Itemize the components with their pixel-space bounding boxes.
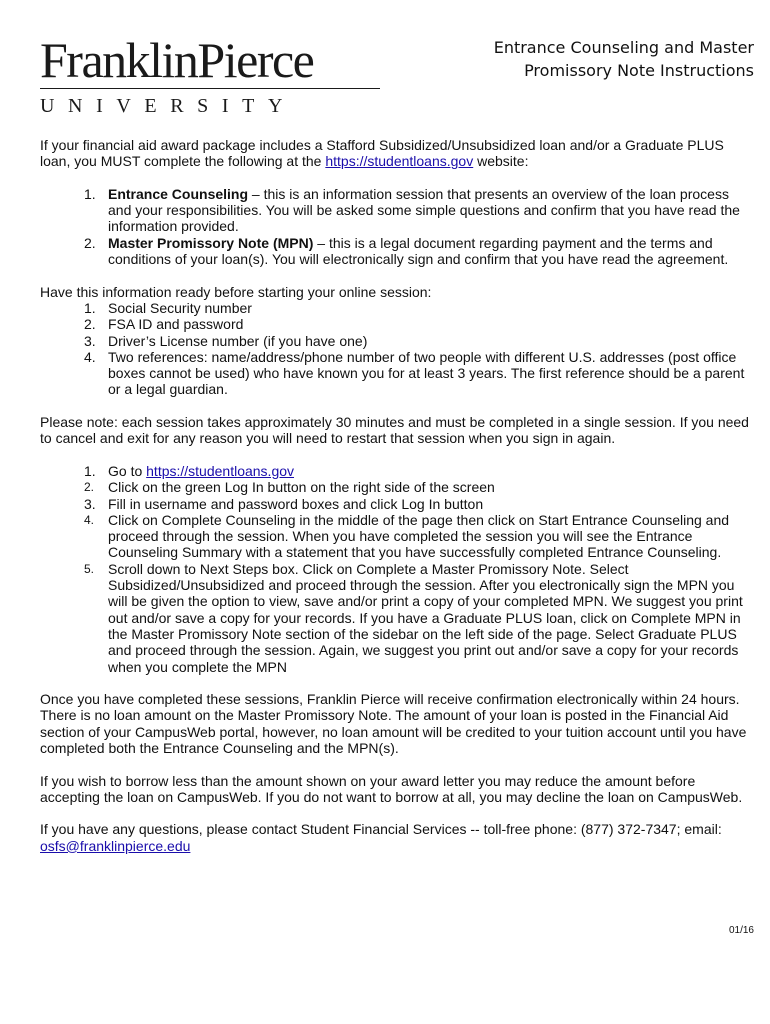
studentloans-link[interactable]: https://studentloans.gov [146, 462, 295, 479]
university-logo [40, 34, 382, 118]
list-item: 3. Driver’s License number (if you have one) [84, 332, 368, 349]
studentloans-link[interactable]: https://studentloans.gov [325, 153, 474, 170]
contact-paragraph [40, 821, 756, 854]
item-text: – this is a legal document regarding payment and the terms and conditions of your loan(s). You will electronically sign and confirm that you have read the agreement. [108, 234, 729, 268]
list-item: 3. Fill in username and password boxes and click Log In button [84, 495, 484, 512]
email-link[interactable]: osfs@franklinpierce.edu [40, 837, 191, 854]
session-note: Please note: each session takes approximately 30 minutes and must be completed in a single session. If you need to cancel and exit for any reason you will need to restart that session when you sign in again. [40, 414, 749, 447]
list-item: 1. Entrance Counseling – this is an information session that presents an overview of the loan process and your responsibilities. You will be asked some simple questions and confirm that you have read the information provided. [84, 185, 740, 235]
item-title: Master Promissory Note (MPN) [108, 234, 314, 251]
confirmation-paragraph: Once you have completed these sessions, Franklin Pierce will receive confirmation electronically within 24 hours. There is no loan amount on the Master Promissory Note. The amount of your loan is posted in the Financial Aid section of your CampusWeb portal, however, no loan amount will be credited to your tuition account until you have completed both the Entrance Counseling and the MPN(s). [40, 691, 747, 756]
list-item: 4. Two references: name/address/phone number of two people with different U.S. addresses (post office boxes cannot be used) who have known you for at least 3 years. The first reference should be a parent or a legal guardian. [84, 348, 745, 398]
list-item: 5. Scroll down to Next Steps box. Click on Complete a Master Promissory Note. Select Subsidized/Unsubsidized and proceed through the session. After you electronically sign the MPN you will be given the option to view, save and/or print a copy of your completed MPN. We suggest you print out and/or save a copy for your records. If you have a Graduate PLUS loan, click on Complete MPN in the Master Promissory Note section of the sidebar on the left side of the page. Select Graduate PLUS and proceed through the session. Again, we suggest you print out and/or save a copy for your records when you complete the MPN [84, 560, 743, 675]
intro-text-end: website: [473, 153, 529, 170]
list-item: 2. FSA ID and password [84, 316, 244, 333]
intro-text: If your financial aid award package includes a Stafford Subsidized/Unsubsidized loan and/or a Graduate PLUS loan, you MUST complete the following at the [40, 137, 724, 170]
intro-paragraph [40, 137, 756, 170]
item-title: Entrance Counseling [108, 185, 249, 202]
ready-heading: Have this information ready before starting your online session: [40, 283, 432, 300]
document-title [494, 36, 754, 82]
borrow-less-paragraph: If you wish to borrow less than the amount shown on your award letter you may reduce the amount before accepting the loan on CampusWeb. If you do not want to borrow at all, you may decline the loan on CampusWeb. [40, 772, 743, 805]
list-item: 1. Social Security number [84, 299, 252, 316]
steps-list [40, 463, 756, 675]
item-text: – this is an information session that presents an overview of the loan process and your responsibilities. You will be asked some simple questions and confirm that you have read the information provided. [108, 185, 740, 235]
revision-date: 01/16 [728, 925, 754, 936]
contact-text: If you have any questions, please contact Student Financial Services -- toll-free phone: (877) 372-7347; email: [40, 821, 722, 838]
logo-wordmark: FranklinPierce [40, 32, 314, 88]
list-item: 2. Click on the green Log In button on the right side of the screen [84, 479, 495, 496]
logo-divider [40, 88, 380, 89]
list-item: 1. Go to https://studentloans.gov [84, 462, 295, 479]
title-line-1: Entrance Counseling and Master [493, 38, 754, 57]
document-body [40, 137, 756, 854]
ready-list [40, 300, 756, 398]
logo-subtitle: UNIVERSITY [40, 95, 296, 117]
list-item: 2. Master Promissory Note (MPN) – this is a legal document regarding payment and the terms and conditions of your loan(s). You will electronically sign and confirm that you have read the agreement. [84, 234, 729, 268]
title-line-2: Promissory Note Instructions [524, 61, 754, 80]
list-item: 4. Click on Complete Counseling in the middle of the page then click on Start Entrance Counseling and proceed through the session. When you have completed the session you will see the Entrance Counseling Summary with a statement that you have successfully completed Entrance Counseling. [84, 511, 730, 561]
requirements-list [40, 186, 756, 267]
